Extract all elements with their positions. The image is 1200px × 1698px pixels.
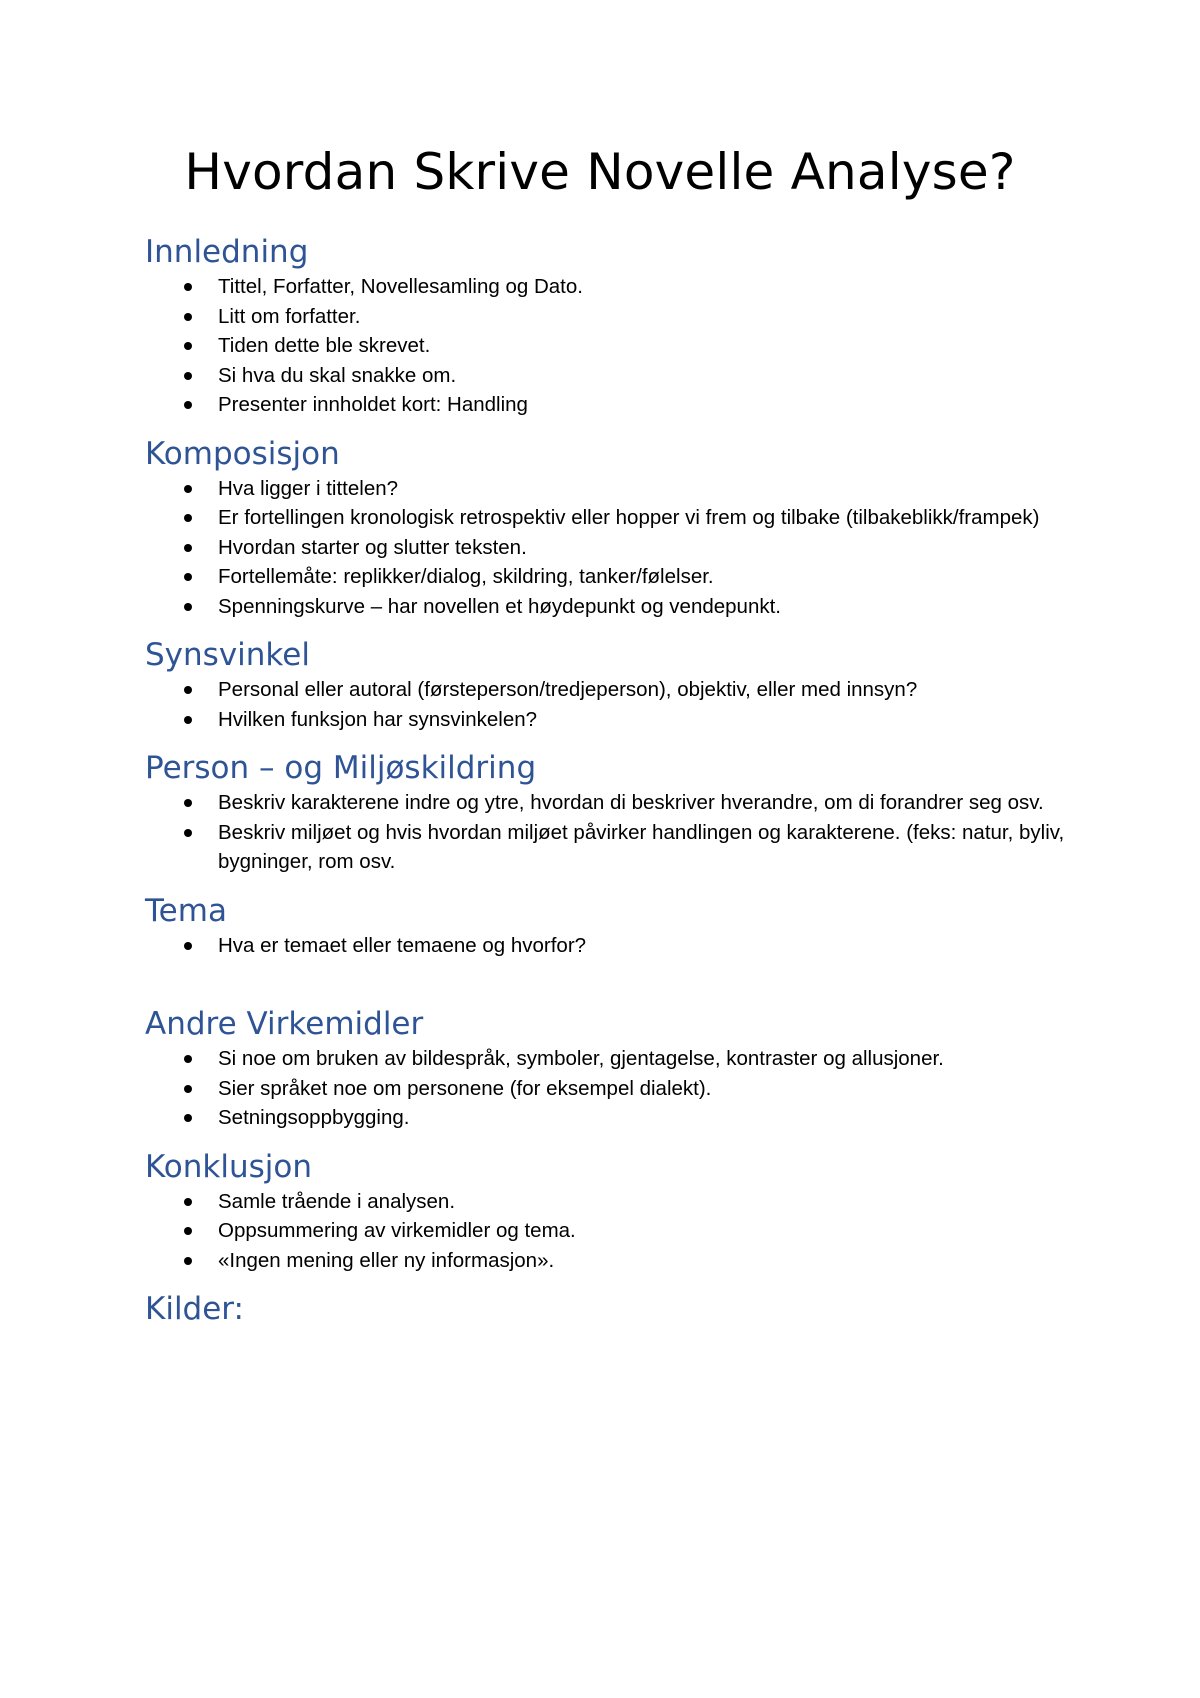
list-item — [218, 1103, 1065, 1133]
section-andre-virkemidler — [145, 1004, 1065, 1133]
bullet-icon — [184, 342, 192, 350]
list-item-text: Hva ligger i tittelen? — [218, 476, 399, 500]
bullet-icon — [184, 283, 192, 291]
list-item-text: Samle trående i analysen. — [218, 1189, 456, 1213]
section-synsvinkel — [145, 635, 1065, 734]
list-item-text: Presenter innholdet kort: Handling — [218, 393, 528, 416]
bullet-icon — [184, 372, 192, 380]
document-body — [145, 232, 1065, 1343]
bullet-icon — [184, 1198, 192, 1206]
list-item — [218, 592, 1065, 622]
list-item-text: Si hva du skal snakke om. — [218, 363, 457, 387]
section-komposisjon — [145, 434, 1065, 622]
section-heading: Tema — [145, 892, 227, 929]
bullet-icon — [184, 829, 192, 837]
section-heading: Synsvinkel — [145, 637, 310, 673]
list-item-text: Er fortellingen kronologisk retrospektiv eller hopper vi frem og tilbake (tilbakeblikk/frampek) — [218, 506, 1040, 529]
bullet-icon — [184, 1085, 192, 1093]
section-tema — [145, 891, 1065, 961]
list-item — [218, 675, 1065, 705]
bullet-icon — [184, 1114, 192, 1122]
list-item — [218, 931, 1065, 961]
list-item — [218, 1044, 1065, 1074]
list-item-text: Beskriv miljøet og hvis hvordan miljøet påvirker handlingen og karakterene. (feks: natur, byliv, bygninger, rom osv. — [218, 820, 1065, 873]
page-title: Hvordan Skrive Novelle Analyse? — [184, 143, 1016, 201]
list-item-text: «Ingen mening eller ny informasjon». — [218, 1248, 555, 1272]
section-kilder — [145, 1289, 1065, 1329]
list-item-text: Litt om forfatter. — [218, 304, 361, 328]
bullet-icon — [184, 1227, 192, 1235]
list-item — [218, 818, 1065, 877]
bullet-icon — [184, 313, 192, 321]
section-heading: Innledning — [145, 234, 309, 270]
section-konklusjon — [145, 1147, 1065, 1276]
list-item-text: Hvilken funksjon har synsvinkelen? — [218, 707, 538, 731]
list-item — [218, 705, 1065, 735]
list-item — [218, 1187, 1065, 1217]
bullet-icon — [184, 686, 192, 694]
list-item — [218, 562, 1065, 592]
section-heading: Kilder: — [145, 1291, 244, 1327]
bullet-icon — [184, 573, 192, 581]
list-item-text: Personal eller autoral (førsteperson/tredjeperson), objektiv, eller med innsyn? — [218, 678, 918, 701]
list-item — [218, 1074, 1065, 1104]
list-item — [218, 1216, 1065, 1246]
list-item — [218, 788, 1065, 818]
bullet-icon — [184, 544, 192, 552]
section-person-og-miljoskildring — [145, 748, 1065, 877]
bullet-icon — [184, 603, 192, 611]
list-item-text: Tiden dette ble skrevet. — [218, 334, 431, 357]
bullet-list — [145, 675, 1065, 734]
list-item — [218, 390, 1065, 420]
section-heading: Komposisjon — [145, 435, 340, 472]
list-item — [218, 503, 1065, 533]
list-item — [218, 1246, 1065, 1276]
list-item-text: Hvordan starter og slutter teksten. — [218, 535, 527, 559]
section-heading: Person – og Miljøskildring — [145, 750, 537, 786]
list-item — [218, 331, 1065, 361]
list-item-text: Fortellemåte: replikker/dialog, skildring, tanker/følelser. — [218, 565, 714, 588]
bullet-list — [145, 1044, 1065, 1133]
bullet-icon — [184, 514, 192, 522]
list-item-text: Beskriv karakterene indre og ytre, hvordan di beskriver hverandre, om di forandrer seg osv. — [218, 791, 1044, 814]
list-item-text: Hva er temaet eller temaene og hvorfor? — [218, 933, 587, 957]
bullet-icon — [184, 1055, 192, 1063]
section-innledning — [145, 232, 1065, 420]
list-item-text: Setningsoppbygging. — [218, 1106, 410, 1129]
list-item — [218, 533, 1065, 563]
list-item — [218, 361, 1065, 391]
list-item-text: Sier språket noe om personene (for eksempel dialekt). — [218, 1076, 712, 1100]
section-heading: Konklusjon — [145, 1148, 312, 1185]
list-item — [218, 302, 1065, 332]
bullet-icon — [184, 485, 192, 493]
bullet-icon — [184, 799, 192, 807]
list-item-text: Oppsummering av virkemidler og tema. — [218, 1219, 576, 1242]
bullet-icon — [184, 942, 192, 950]
bullet-icon — [184, 716, 192, 724]
section-heading: Andre Virkemidler — [145, 1006, 424, 1042]
bullet-list — [145, 272, 1065, 420]
bullet-icon — [184, 1257, 192, 1265]
list-item — [218, 474, 1065, 504]
bullet-icon — [184, 401, 192, 409]
bullet-list — [145, 788, 1065, 877]
bullet-list — [145, 931, 1065, 961]
list-item-text: Tittel, Forfatter, Novellesamling og Dato. — [218, 275, 583, 298]
list-item-text: Spenningskurve – har novellen et høydepunkt og vendepunkt. — [218, 594, 781, 618]
list-item — [218, 272, 1065, 302]
bullet-list — [145, 474, 1065, 622]
list-item-text: Si noe om bruken av bildespråk, symboler, gjentagelse, kontraster og allusjoner. — [218, 1047, 944, 1070]
bullet-list — [145, 1187, 1065, 1276]
